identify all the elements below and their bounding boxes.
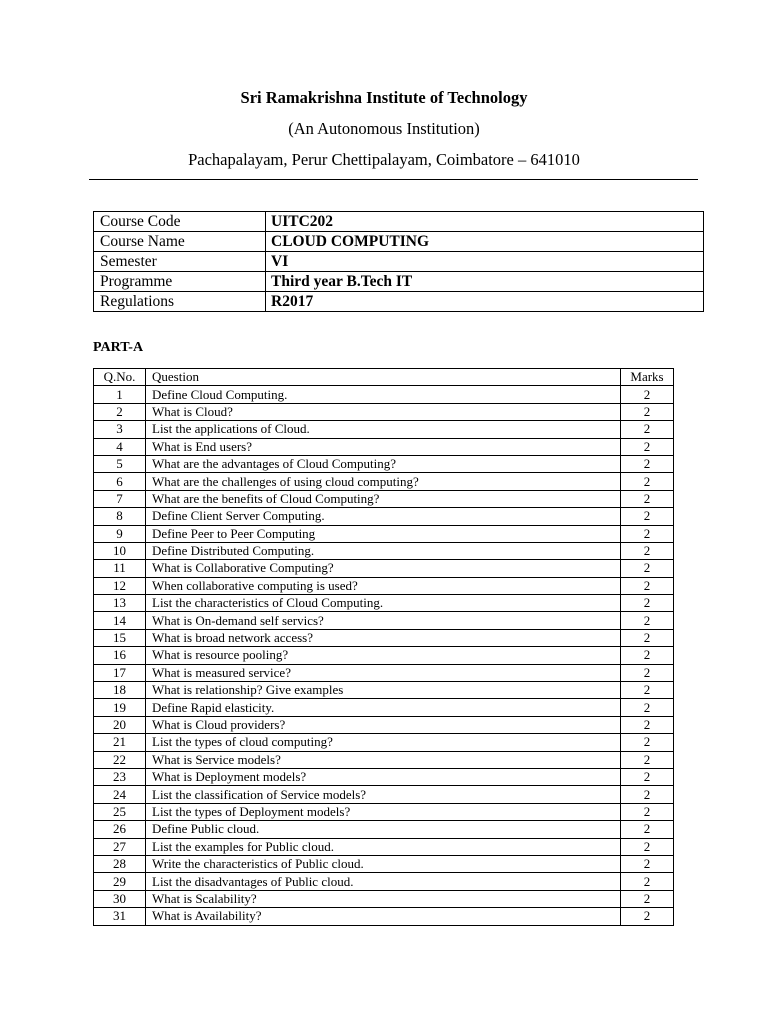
question-row bbox=[94, 629, 674, 646]
question-number: 7 bbox=[94, 490, 146, 507]
question-row bbox=[94, 647, 674, 664]
question-marks: 2 bbox=[621, 768, 674, 785]
course-info-row bbox=[94, 212, 704, 232]
question-text: Define Client Server Computing. bbox=[146, 508, 621, 525]
questions-table bbox=[93, 368, 674, 926]
question-marks: 2 bbox=[621, 560, 674, 577]
question-marks: 2 bbox=[621, 525, 674, 542]
question-marks: 2 bbox=[621, 803, 674, 820]
header-marks: Marks bbox=[621, 369, 674, 386]
question-number: 19 bbox=[94, 699, 146, 716]
question-number: 30 bbox=[94, 890, 146, 907]
question-number: 13 bbox=[94, 595, 146, 612]
question-row bbox=[94, 699, 674, 716]
question-text: What is measured service? bbox=[146, 664, 621, 681]
question-text: Define Rapid elasticity. bbox=[146, 699, 621, 716]
question-text: What is Cloud providers? bbox=[146, 716, 621, 733]
course-info-row bbox=[94, 292, 704, 312]
question-marks: 2 bbox=[621, 595, 674, 612]
question-text: What is Deployment models? bbox=[146, 768, 621, 785]
question-number: 9 bbox=[94, 525, 146, 542]
course-info-row bbox=[94, 232, 704, 252]
question-marks: 2 bbox=[621, 386, 674, 403]
question-marks: 2 bbox=[621, 612, 674, 629]
header-divider bbox=[89, 179, 698, 180]
header-question: Question bbox=[146, 369, 621, 386]
question-text: What is Scalability? bbox=[146, 890, 621, 907]
question-marks: 2 bbox=[621, 577, 674, 594]
course-info-row bbox=[94, 272, 704, 292]
question-text: What is broad network access? bbox=[146, 629, 621, 646]
question-marks: 2 bbox=[621, 403, 674, 420]
question-row bbox=[94, 473, 674, 490]
question-text: What is resource pooling? bbox=[146, 647, 621, 664]
question-text: What are the advantages of Cloud Computing? bbox=[146, 455, 621, 472]
question-row bbox=[94, 455, 674, 472]
question-row bbox=[94, 525, 674, 542]
question-row bbox=[94, 403, 674, 420]
question-number: 16 bbox=[94, 647, 146, 664]
question-number: 12 bbox=[94, 577, 146, 594]
question-text: What is Service models? bbox=[146, 751, 621, 768]
question-row bbox=[94, 682, 674, 699]
question-number: 1 bbox=[94, 386, 146, 403]
question-row bbox=[94, 734, 674, 751]
question-row bbox=[94, 490, 674, 507]
question-text: Define Distributed Computing. bbox=[146, 542, 621, 559]
course-info-key: Programme bbox=[94, 272, 266, 292]
question-marks: 2 bbox=[621, 473, 674, 490]
question-text: Define Cloud Computing. bbox=[146, 386, 621, 403]
question-marks: 2 bbox=[621, 699, 674, 716]
question-marks: 2 bbox=[621, 908, 674, 925]
question-marks: 2 bbox=[621, 821, 674, 838]
question-row bbox=[94, 751, 674, 768]
course-info-key: Course Name bbox=[94, 232, 266, 252]
question-marks: 2 bbox=[621, 421, 674, 438]
question-marks: 2 bbox=[621, 508, 674, 525]
question-marks: 2 bbox=[621, 855, 674, 872]
question-marks: 2 bbox=[621, 838, 674, 855]
question-row bbox=[94, 664, 674, 681]
question-row bbox=[94, 595, 674, 612]
question-text: What is relationship? Give examples bbox=[146, 682, 621, 699]
question-row bbox=[94, 438, 674, 455]
question-number: 21 bbox=[94, 734, 146, 751]
question-text: What is End users? bbox=[146, 438, 621, 455]
question-row bbox=[94, 768, 674, 785]
question-text: What are the challenges of using cloud computing? bbox=[146, 473, 621, 490]
question-marks: 2 bbox=[621, 542, 674, 559]
question-row bbox=[94, 803, 674, 820]
question-number: 29 bbox=[94, 873, 146, 890]
question-text: List the classification of Service models? bbox=[146, 786, 621, 803]
question-number: 31 bbox=[94, 908, 146, 925]
question-number: 27 bbox=[94, 838, 146, 855]
question-number: 15 bbox=[94, 629, 146, 646]
question-text: What is Availability? bbox=[146, 908, 621, 925]
question-number: 23 bbox=[94, 768, 146, 785]
question-row bbox=[94, 386, 674, 403]
question-row bbox=[94, 577, 674, 594]
question-row bbox=[94, 873, 674, 890]
question-marks: 2 bbox=[621, 647, 674, 664]
question-row bbox=[94, 716, 674, 733]
course-info-value: R2017 bbox=[266, 292, 704, 312]
institution-subtitle: (An Autonomous Institution) bbox=[288, 119, 480, 138]
question-text: Define Public cloud. bbox=[146, 821, 621, 838]
question-number: 5 bbox=[94, 455, 146, 472]
course-info-value: Third year B.Tech IT bbox=[266, 272, 704, 292]
question-row bbox=[94, 908, 674, 925]
question-row bbox=[94, 508, 674, 525]
question-row bbox=[94, 890, 674, 907]
question-number: 17 bbox=[94, 664, 146, 681]
question-text: List the disadvantages of Public cloud. bbox=[146, 873, 621, 890]
question-text: Write the characteristics of Public cloud. bbox=[146, 855, 621, 872]
question-row bbox=[94, 560, 674, 577]
question-number: 6 bbox=[94, 473, 146, 490]
question-number: 26 bbox=[94, 821, 146, 838]
course-info-value: UITC202 bbox=[266, 212, 704, 232]
question-number: 25 bbox=[94, 803, 146, 820]
question-number: 24 bbox=[94, 786, 146, 803]
course-info-table bbox=[93, 211, 704, 312]
question-text: List the examples for Public cloud. bbox=[146, 838, 621, 855]
question-marks: 2 bbox=[621, 455, 674, 472]
question-marks: 2 bbox=[621, 751, 674, 768]
question-marks: 2 bbox=[621, 716, 674, 733]
course-info-value: CLOUD COMPUTING bbox=[266, 232, 704, 252]
course-info-key: Regulations bbox=[94, 292, 266, 312]
question-marks: 2 bbox=[621, 490, 674, 507]
question-number: 14 bbox=[94, 612, 146, 629]
question-text: What is On-demand self servics? bbox=[146, 612, 621, 629]
institution-name: Sri Ramakrishna Institute of Technology bbox=[240, 88, 528, 107]
question-text: List the types of cloud computing? bbox=[146, 734, 621, 751]
question-number: 2 bbox=[94, 403, 146, 420]
question-text: List the types of Deployment models? bbox=[146, 803, 621, 820]
question-text: What is Collaborative Computing? bbox=[146, 560, 621, 577]
questions-header-row bbox=[94, 369, 674, 386]
question-marks: 2 bbox=[621, 629, 674, 646]
course-info-key: Course Code bbox=[94, 212, 266, 232]
question-number: 22 bbox=[94, 751, 146, 768]
question-text: Define Peer to Peer Computing bbox=[146, 525, 621, 542]
question-marks: 2 bbox=[621, 734, 674, 751]
question-number: 8 bbox=[94, 508, 146, 525]
question-text: When collaborative computing is used? bbox=[146, 577, 621, 594]
question-row bbox=[94, 855, 674, 872]
question-number: 10 bbox=[94, 542, 146, 559]
question-marks: 2 bbox=[621, 438, 674, 455]
question-row bbox=[94, 821, 674, 838]
question-number: 4 bbox=[94, 438, 146, 455]
question-marks: 2 bbox=[621, 890, 674, 907]
header-qno: Q.No. bbox=[94, 369, 146, 386]
part-title: PART-A bbox=[93, 340, 144, 355]
question-row bbox=[94, 838, 674, 855]
question-row bbox=[94, 421, 674, 438]
question-text: List the characteristics of Cloud Computing. bbox=[146, 595, 621, 612]
question-text: What are the benefits of Cloud Computing? bbox=[146, 490, 621, 507]
question-marks: 2 bbox=[621, 873, 674, 890]
course-info-value: VI bbox=[266, 252, 704, 272]
question-number: 20 bbox=[94, 716, 146, 733]
question-number: 28 bbox=[94, 855, 146, 872]
question-text: What is Cloud? bbox=[146, 403, 621, 420]
question-number: 3 bbox=[94, 421, 146, 438]
question-marks: 2 bbox=[621, 664, 674, 681]
question-row bbox=[94, 542, 674, 559]
institution-address: Pachapalayam, Perur Chettipalayam, Coimbatore – 641010 bbox=[188, 150, 580, 169]
question-row bbox=[94, 612, 674, 629]
question-row bbox=[94, 786, 674, 803]
course-info-row bbox=[94, 252, 704, 272]
question-number: 11 bbox=[94, 560, 146, 577]
course-info-key: Semester bbox=[94, 252, 266, 272]
question-marks: 2 bbox=[621, 786, 674, 803]
question-text: List the applications of Cloud. bbox=[146, 421, 621, 438]
question-marks: 2 bbox=[621, 682, 674, 699]
question-number: 18 bbox=[94, 682, 146, 699]
